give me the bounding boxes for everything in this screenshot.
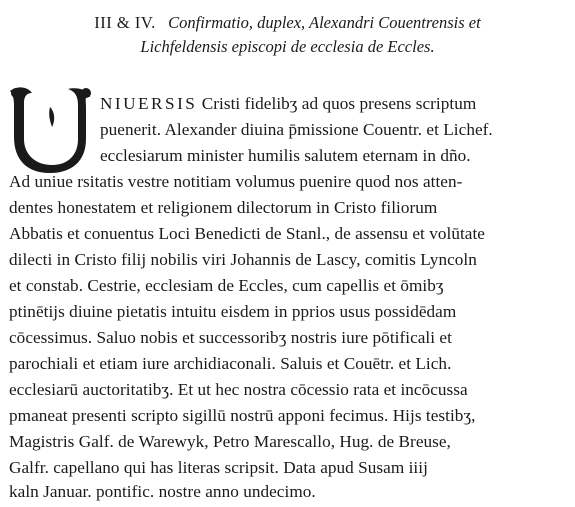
charter-line-6: Abbatis et conuentus Loci Benedicti de Stanl., de assensu et volūtate [9,224,485,243]
charter-line-2: puenerit. Alexander diuina p̄missione Couentr. et Lichef. [100,120,493,139]
charter-first-word: NIUERSIS [100,94,198,113]
charter-line-11: parochiali et etiam iure archidiaconali. Saluis et Couētr. et Lich. [9,354,452,373]
charter-line-7: dilecti in Cristo filij nobilis viri Johannis de Lascy, comitis Lyncoln [9,250,477,269]
document-heading [0,11,575,59]
heading-title-line-2: Lichfeldensis episcopi de ecclesia de Eccles. [140,37,435,56]
section-number: III & IV. [94,13,156,32]
charter-line-9: ptinētijs diuine pietatis intuitu eisdem in pprios usus possidēdam [9,302,457,321]
charter-line-13: pmaneat presenti scripto sigillū nostrū apponi fecimus. Hijs testibʒ, [9,406,476,425]
charter-line-5: dentes honestatem et religionem dilectorum in Cristo filiorum [9,198,438,217]
charter-line-15: Galfr. capellano qui has literas scripsit. Data apud Susam iiij [9,458,428,477]
charter-line-1-text: Cristi fidelibʒ ad quos presens scriptum [201,94,477,113]
charter-line-1 [100,93,476,115]
charter-line-12: ecclesiarū auctoritatibʒ. Et ut hec nostra cōcessio rata et incōcussa [9,380,468,399]
charter-line-14: Magistris Galf. de Warewyk, Petro Marescallo, Hug. de Breuse, [9,432,451,451]
heading-line-1 [0,11,575,35]
charter-line-10: cōcessimus. Saluo nobis et successoribʒ nostris iure pōtificali et [9,328,452,347]
illuminated-initial-v [4,81,96,173]
heading-title-line-1: Confirmatio, duplex, Alexandri Couentrensis et [168,13,481,32]
charter-line-3: ecclesiarum minister humilis salutem eternam in dño. [100,146,471,165]
charter-line-16: kaln Januar. pontific. nostre anno undecimo. [9,482,316,501]
charter-line-4: Ad uniue rsitatis vestre notitiam volumus puenire quod nos atten- [9,172,463,191]
charter-line-8: et constab. Cestrie, ecclesiam de Eccles, cum capellis et ōmibʒ [9,276,444,295]
